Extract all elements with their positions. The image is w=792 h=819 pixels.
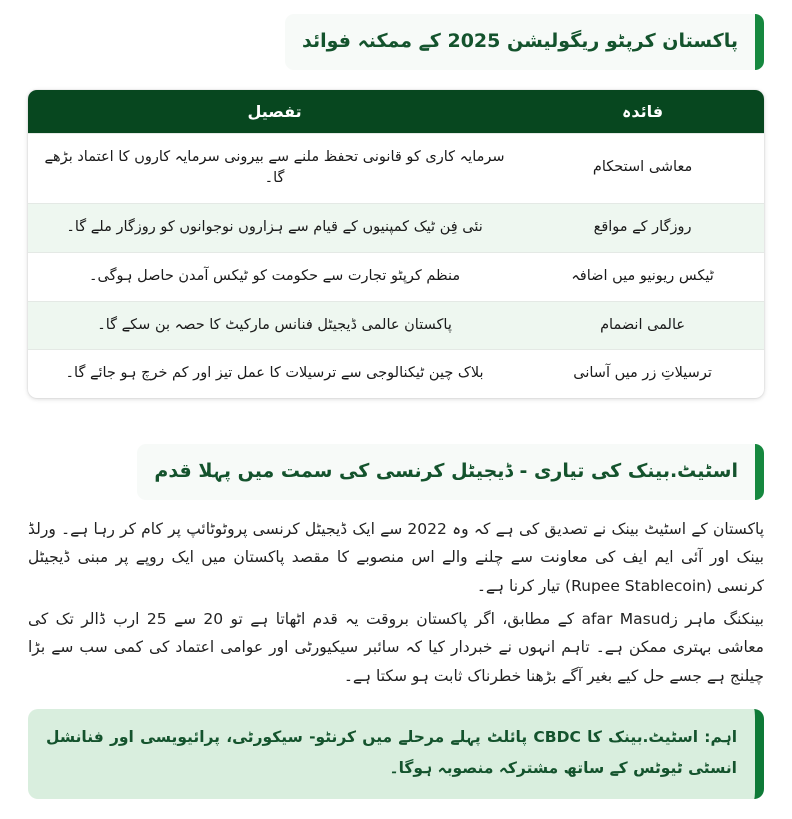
important-note-text: اہم: اسٹیٹ.بینک کا CBDC پائلٹ پہلے مرحلے میں کرنٹو- سیکورٹی، پرائیویسی اور فنانشل انسٹی ٹیوٹس کے ساتھ مشترکہ منصوبہ ہوگا۔ — [46, 727, 738, 777]
benefits-table — [28, 90, 764, 399]
detail-cell: منظم کرپٹو تجارت سے حکومت کو ٹیکس آمدن حاصل ہوگی۔ — [28, 252, 521, 301]
benefit-cell: عالمی انضمام — [521, 301, 764, 350]
section1-heading-card — [285, 14, 764, 70]
paragraph-sbp-prototype: پاکستان کے اسٹیٹ بینک نے تصدیق کی ہے کہ وہ 2022 سے ایک ڈیجیٹل کرنسی پروٹوٹائپ پر کام کر رہا ہے۔ ورلڈ بینک اور آئی ایم ایف کی معاونت سے چلنے والے اس منصوبے کا مقصد پاکستان میں ایک روپے پر مبنی ڈیجیٹل کرنسی (Rupee Stablecoin) تیار کرنا ہے۔ — [28, 519, 765, 595]
benefit-column-header: فائدہ — [521, 90, 764, 134]
detail-column-header: تفصیل — [28, 90, 521, 134]
benefits-table-card — [28, 90, 764, 399]
header-row — [28, 90, 764, 134]
table-row — [28, 204, 764, 253]
benefit-cell: روزگار کے مواقع — [521, 204, 764, 253]
paragraph-expert-quote: بینکنگ ماہر زafar Masud کے مطابق، اگر پاکستان بروقت یہ قدم اٹھاتا ہے تو 20 سے 25 ارب ڈالر تک کی معاشی بہتری ممکن ہے۔ تاہم انہوں نے خبردار کیا کہ سائبر سیکیورٹی اور عوامی اعتماد کی کمی سب سے بڑا چیلنج ہے جسے حل کیے بغیر آگے بڑھنا خطرناک ثابت ہو سکتا ہے۔ — [28, 609, 764, 685]
table-row — [28, 301, 764, 350]
table-row — [28, 350, 764, 398]
table-row — [28, 252, 764, 301]
section1-title: پاکستان کرپٹو ریگولیشن 2025 کے ممکنہ فوائد — [302, 30, 738, 52]
benefits-table-body — [28, 133, 764, 398]
important-note-box — [28, 709, 764, 799]
benefits-table-header — [28, 90, 764, 134]
table-row — [28, 133, 764, 204]
detail-cell: نئی فِن ٹیک کمپنیوں کے قیام سے ہزاروں نوجوانوں کو روزگار ملے گا۔ — [28, 204, 521, 253]
section2-title: اسٹیٹ.بینک کی تیاری - ڈیجیٹل کرنسی کی سمت میں پہلا قدم — [154, 460, 738, 482]
benefit-cell: معاشی استحکام — [521, 133, 764, 204]
benefit-cell: ٹیکس ریونیو میں اضافہ — [521, 252, 764, 301]
benefit-cell: ترسیلاتِ زر میں آسانی — [521, 350, 764, 398]
detail-cell: پاکستان عالمی ڈیجیٹل فنانس مارکیٹ کا حصہ بن سکے گا۔ — [28, 301, 521, 350]
detail-cell: سرمایہ کاری کو قانونی تحفظ ملنے سے بیرونی سرمایہ کاروں کا اعتماد بڑھے گا۔ — [28, 133, 521, 204]
detail-cell: بلاک چین ٹیکنالوجی سے ترسیلات کا عمل تیز اور کم خرچ ہو جائے گا۔ — [28, 350, 521, 398]
section2-heading-card — [137, 444, 764, 500]
